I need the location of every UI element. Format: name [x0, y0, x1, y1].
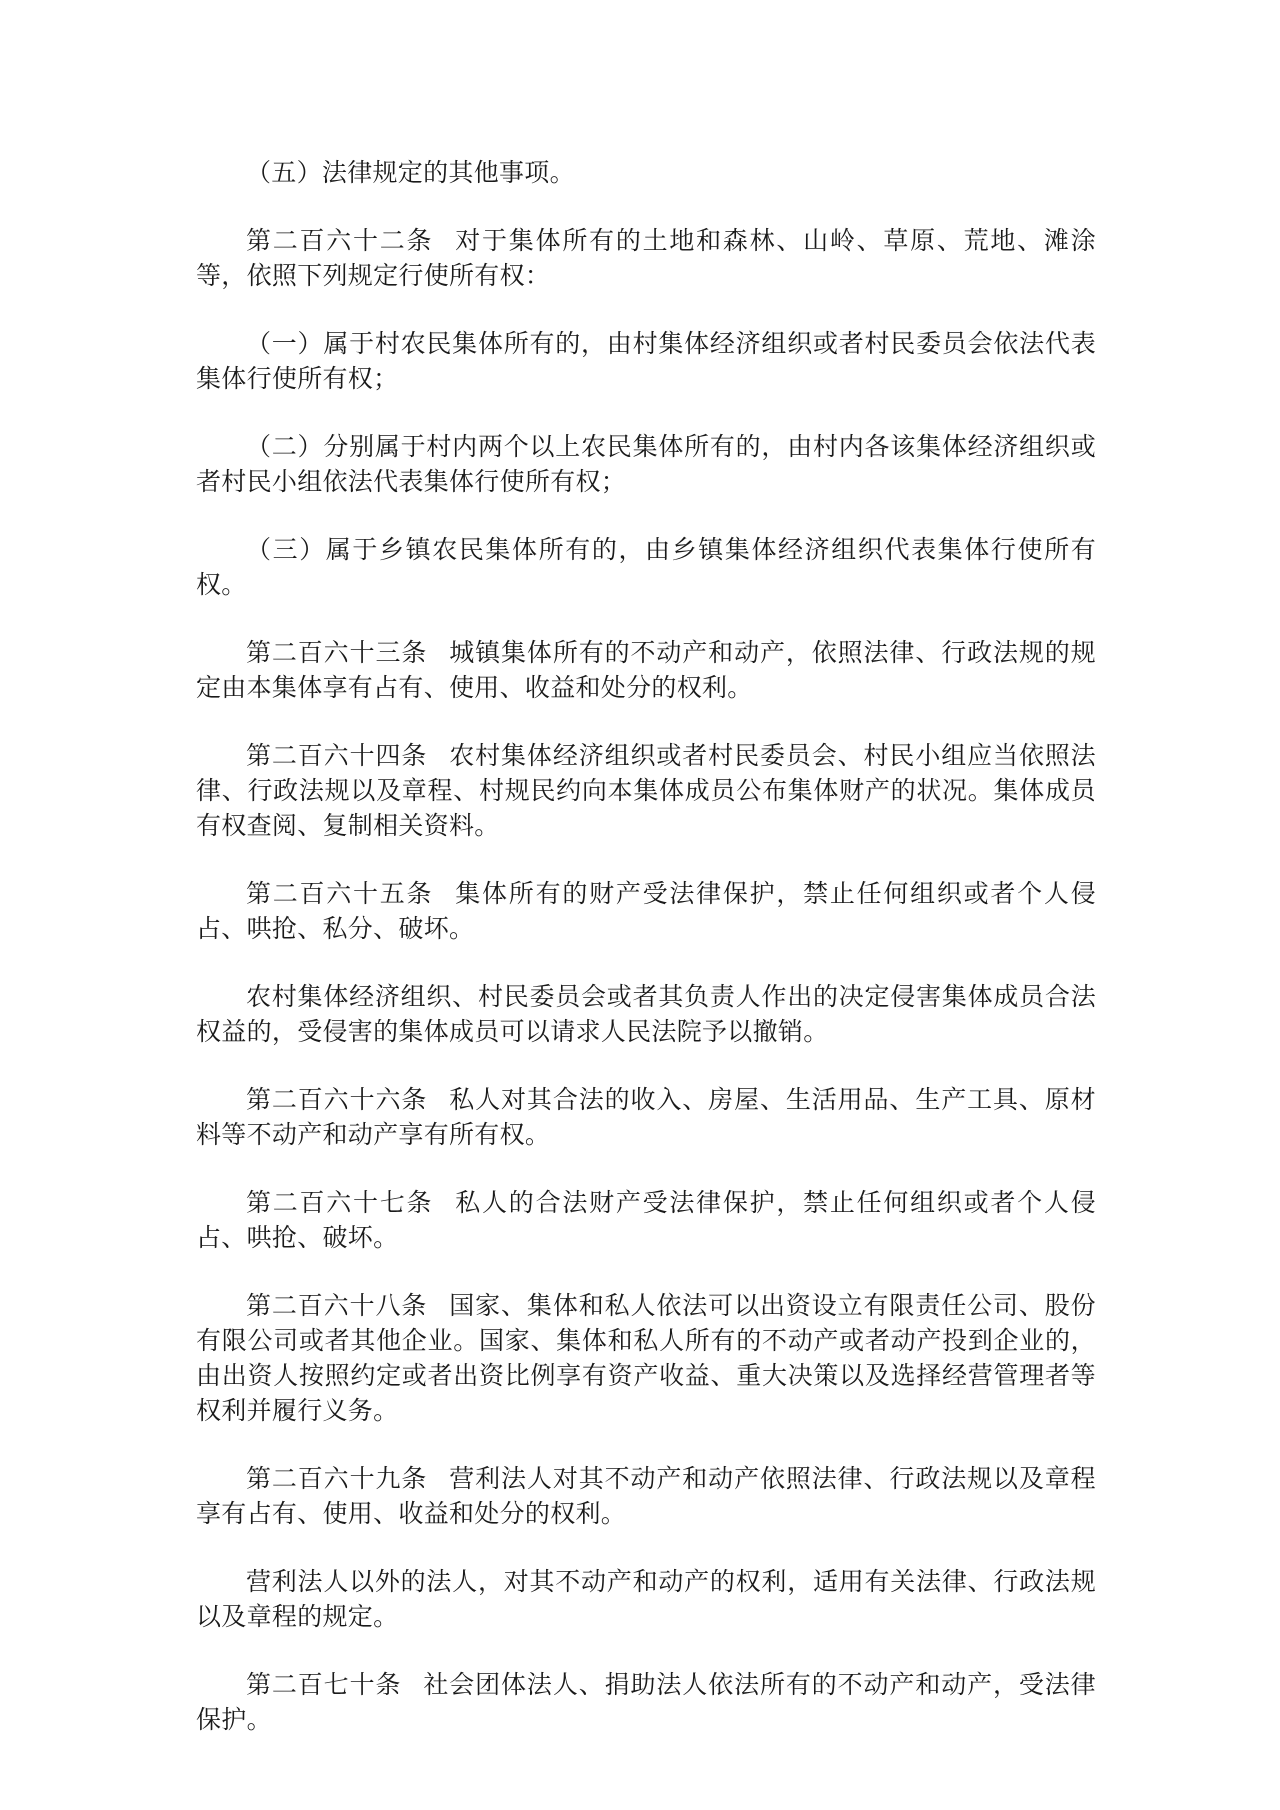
paragraph-item-2	[196, 429, 1096, 499]
article-number: 第二百七十条	[246, 1670, 402, 1699]
article-265-paragraph-2	[196, 979, 1096, 1049]
paragraph-text: （一）属于村农民集体所有的，由村集体经济组织或者村民委员会依法代表集体行使所有权；	[196, 329, 1096, 393]
paragraph-text: 营利法人以外的法人，对其不动产和动产的权利，适用有关法律、行政法规以及章程的规定。	[196, 1567, 1096, 1631]
paragraph-text: （五）法律规定的其他事项。	[246, 158, 575, 187]
article-269-paragraph-2	[196, 1564, 1096, 1634]
paragraph-item-5	[196, 155, 1096, 190]
article-264	[196, 738, 1096, 843]
article-265	[196, 876, 1096, 946]
paragraph-text: 私人对其合法的收入、房屋、生活用品、生产工具、原材料等不动产和动产享有所有权。	[196, 1085, 1096, 1149]
article-269	[196, 1461, 1096, 1531]
paragraph-text: 国家、集体和私人依法可以出资设立有限责任公司、股份有限公司或者其他企业。国家、集体和私人所有的不动产或者动产投到企业的，由出资人按照约定或者出资比例享有资产收益、重大决策以及选择经营管理者等权利并履行义务。	[196, 1291, 1096, 1425]
article-267	[196, 1185, 1096, 1255]
article-number: 第二百六十七条	[246, 1188, 434, 1217]
paragraph-text: 营利法人对其不动产和动产依照法律、行政法规以及章程享有占有、使用、收益和处分的权利。	[196, 1464, 1096, 1528]
article-266	[196, 1082, 1096, 1152]
article-number: 第二百六十二条	[246, 226, 434, 255]
paragraph-item-1	[196, 326, 1096, 396]
article-number: 第二百六十六条	[246, 1085, 428, 1114]
paragraph-text: （二）分别属于村内两个以上农民集体所有的，由村内各该集体经济组织或者村民小组依法代表集体行使所有权；	[196, 432, 1096, 496]
article-270	[196, 1667, 1096, 1737]
article-number: 第二百六十九条	[246, 1464, 428, 1493]
article-number: 第二百六十五条	[246, 879, 434, 908]
article-262	[196, 223, 1096, 293]
article-263	[196, 635, 1096, 705]
document-page	[196, 155, 1096, 1770]
paragraph-text: 农村集体经济组织、村民委员会或者其负责人作出的决定侵害集体成员合法权益的，受侵害的集体成员可以请求人民法院予以撤销。	[196, 982, 1096, 1046]
paragraph-text: 集体所有的财产受法律保护，禁止任何组织或者个人侵占、哄抢、私分、破坏。	[196, 879, 1096, 943]
paragraph-text: 社会团体法人、捐助法人依法所有的不动产和动产，受法律保护。	[196, 1670, 1096, 1734]
article-number: 第二百六十三条	[246, 638, 428, 667]
paragraph-text: 农村集体经济组织或者村民委员会、村民小组应当依照法律、行政法规以及章程、村规民约向本集体成员公布集体财产的状况。集体成员有权查阅、复制相关资料。	[196, 741, 1096, 840]
paragraph-text: 城镇集体所有的不动产和动产，依照法律、行政法规的规定由本集体享有占有、使用、收益和处分的权利。	[196, 638, 1096, 702]
paragraph-text: （三）属于乡镇农民集体所有的，由乡镇集体经济组织代表集体行使所有权。	[196, 535, 1096, 599]
paragraph-item-3	[196, 532, 1096, 602]
paragraph-text: 私人的合法财产受法律保护，禁止任何组织或者个人侵占、哄抢、破坏。	[196, 1188, 1096, 1252]
article-number: 第二百六十四条	[246, 741, 428, 770]
paragraph-text: 对于集体所有的土地和森林、山岭、草原、荒地、滩涂等，依照下列规定行使所有权：	[196, 226, 1096, 290]
article-268	[196, 1288, 1096, 1428]
article-number: 第二百六十八条	[246, 1291, 428, 1320]
